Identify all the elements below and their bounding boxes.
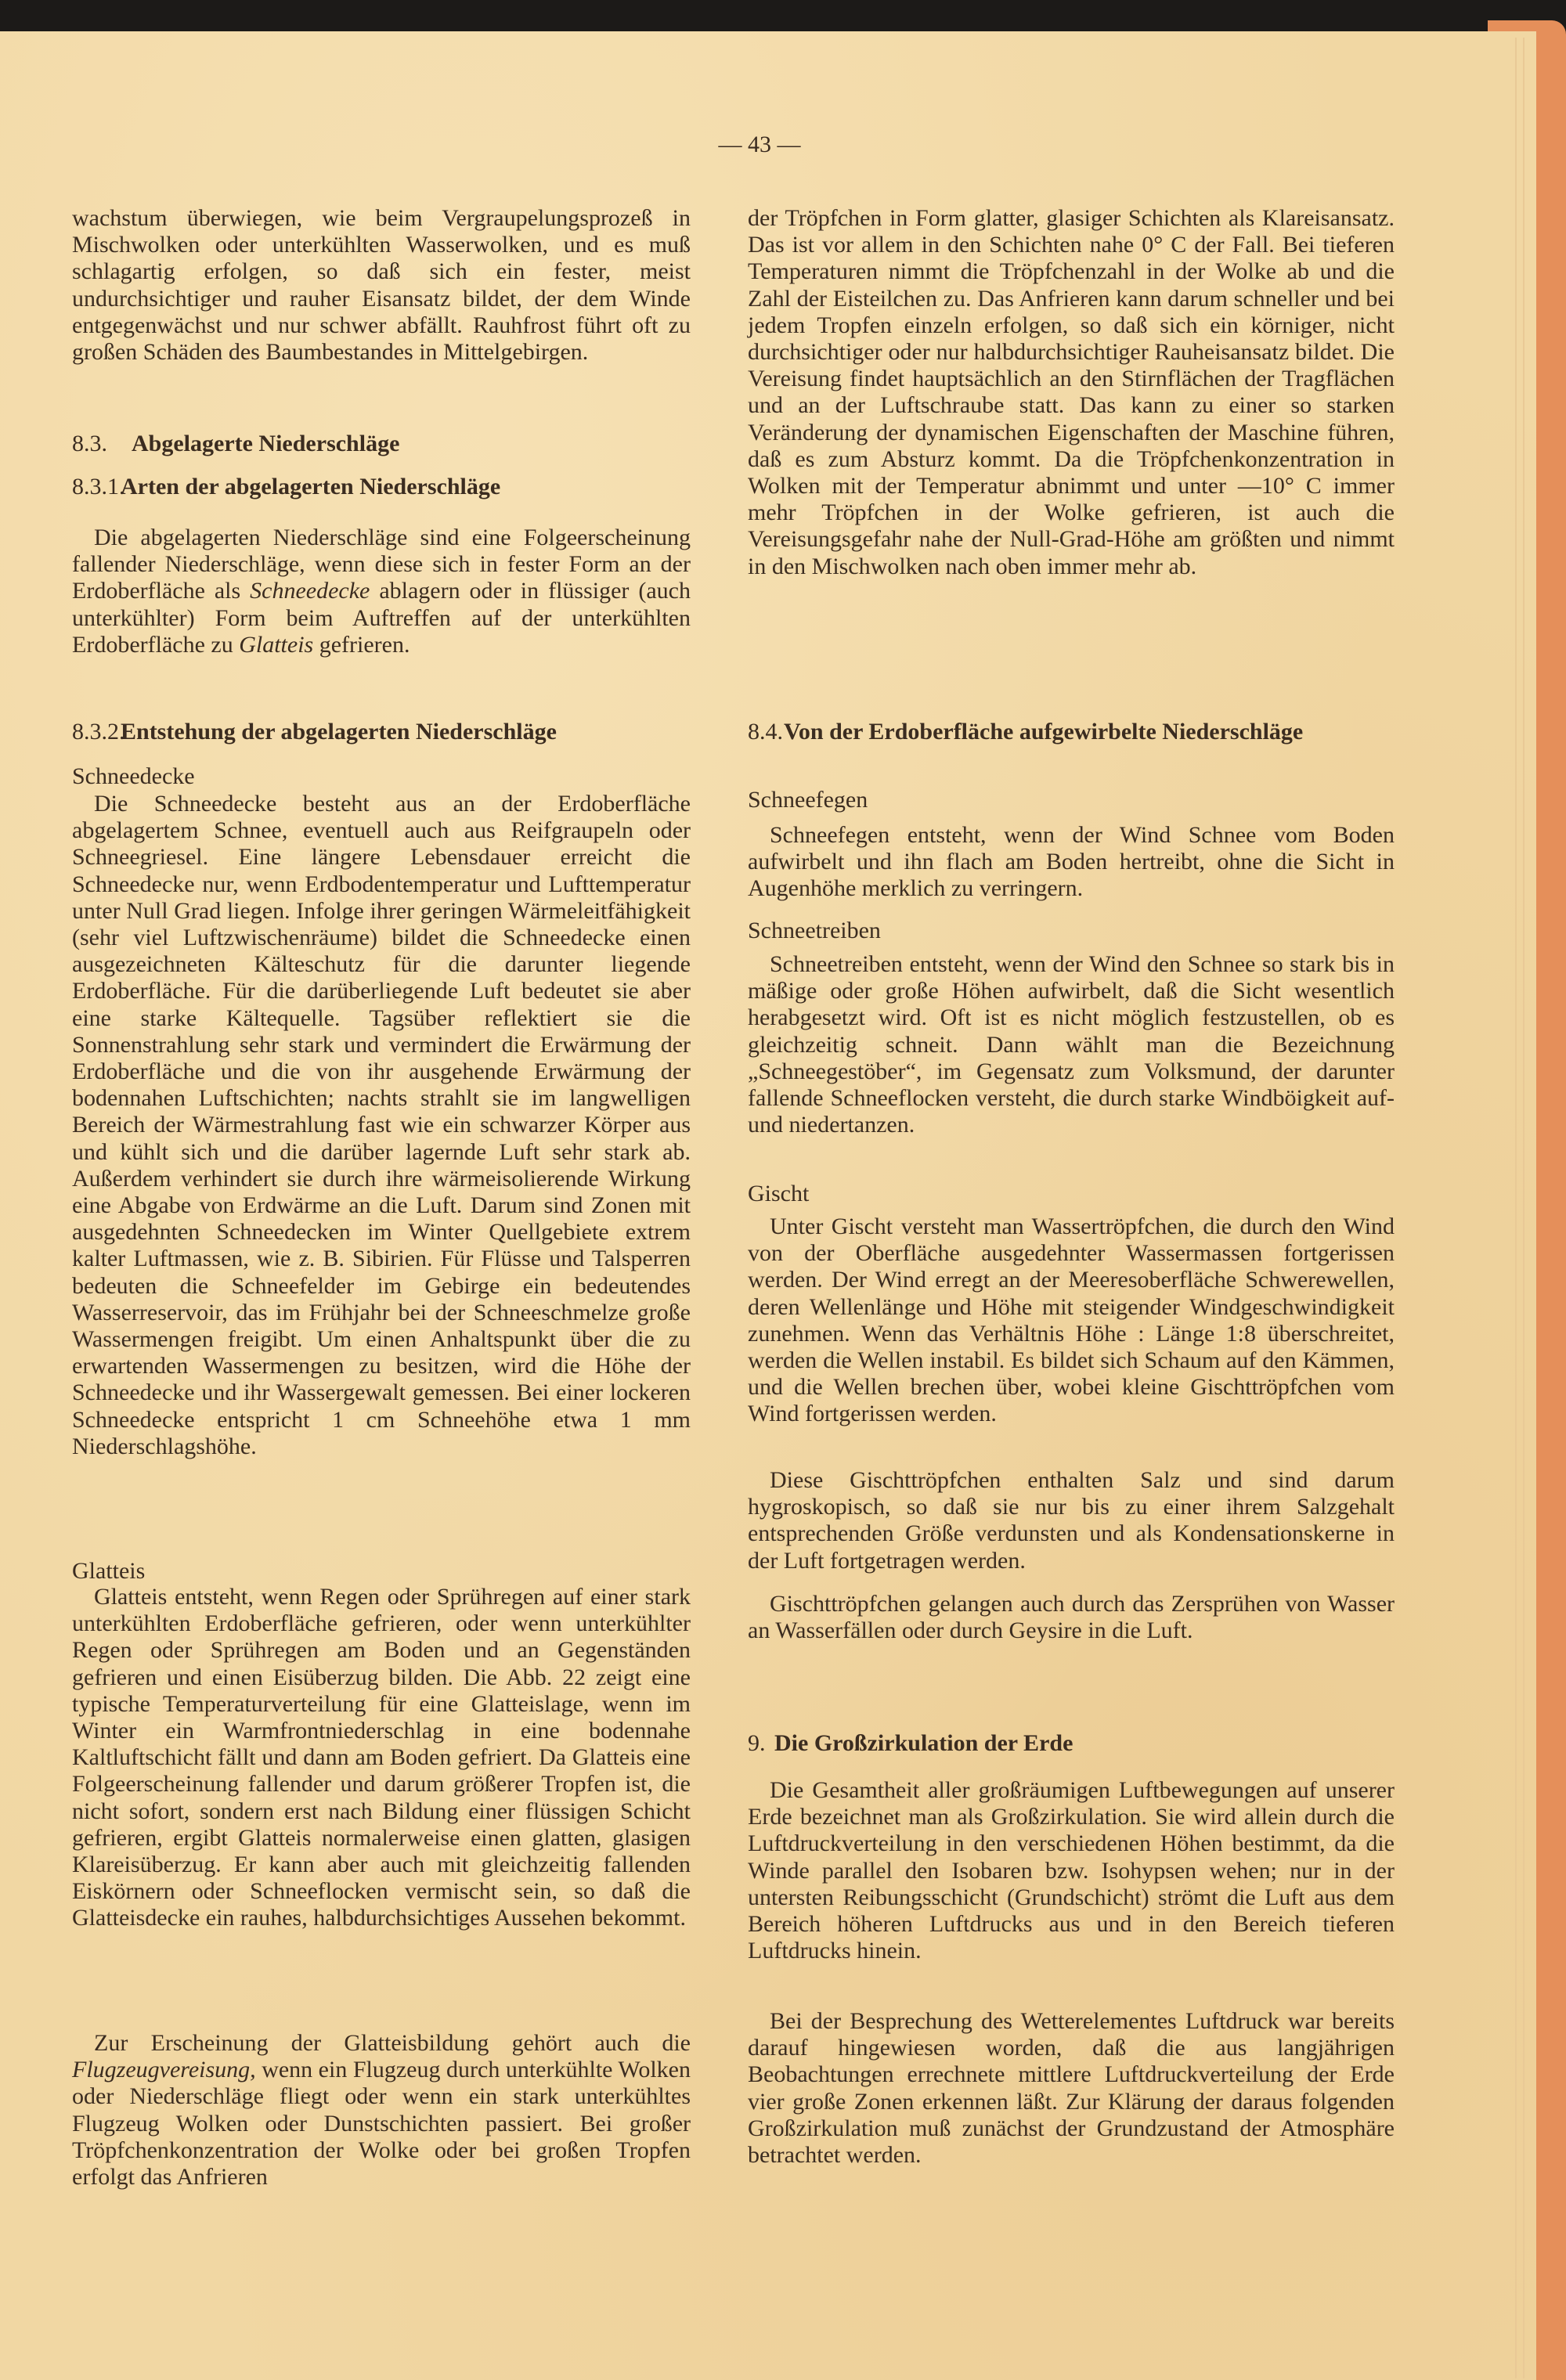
paragraph	[72, 2030, 691, 2191]
section-number: 8.3.2.	[72, 719, 125, 745]
text: wenn ein Flugzeug durch unterkühlte Wolken oder Niederschläge fliegt oder wenn ein stark unterkühltes Flugzeug Wolken oder Dunstschichten passiert. Bei großer Tröpfchenkonzentration der Wolke oder bei großen Tropfen erfolgt das Anfrieren	[72, 2057, 691, 2191]
page-edge	[1523, 38, 1525, 2378]
section-heading-8-3-1	[72, 474, 691, 500]
section-heading-8-3	[72, 431, 691, 457]
emphasis: Schneedecke	[250, 578, 370, 604]
paragraph: Glatteis entsteht, wenn Regen oder Sprühregen auf einer stark unterkühlten Erdoberfläche gefrieren, oder wenn unterkühlter Regen oder Sprühregen am Boden und an Gegenständen gefrieren und einen Eisüberzug bilden. Die Abb. 22 zeigt eine typische Temperaturverteilung für eine Glatteislage, wenn im Winter ein Warmfrontniederschlag in eine bodennahe Kaltluftschicht fällt und dann am Boden gefriert. Da Glatteis eine Folgeerscheinung fallender und darum größerer Tropfen ist, die nicht sofort, sondern erst nach Bildung einer flüssigen Schicht gefrieren, ergibt Glatteis normalerweise einen glatten, glasigen Klareisüberzug. Er kann aber auch mit gleichzeitig fallenden Eiskörnern oder Schneeflocken vermischt sein, so daß die Glatteisdecke ein rauhes, halbdurchsichtiges Aussehen bekommt.	[72, 1584, 691, 1931]
emphasis: Flugzeugvereisung,	[72, 2057, 256, 2083]
paragraph: Diese Gischttröpfchen enthalten Salz und sind darum hygroskopisch, so daß sie nur bis zu einer ihrem Salzgehalt entsprechenden Größe verdunsten und als Kondensationskerne in der Luft fortgetragen werden.	[748, 1467, 1395, 1574]
subheading-glatteis: Glatteis	[72, 1558, 146, 1584]
section-title: Entstehung der abgelagerten Niederschläge	[121, 719, 557, 745]
paragraph: Gischttröpfchen gelangen auch durch das Zersprühen von Wasser an Wasserfällen oder durch Geysire in die Luft.	[748, 1591, 1395, 1644]
text: gefrieren.	[313, 631, 410, 658]
paragraph: Schneefegen entsteht, wenn der Wind Schnee vom Boden aufwirbelt und ihn flach am Boden hertreibt, ohne die Sicht in Augenhöhe merklich zu verringern.	[748, 822, 1395, 902]
paragraph: Die Schneedecke besteht aus an der Erdoberfläche abgelagertem Schnee, eventuell auch aus Reifgraupeln oder Schneegriesel. Eine längere Lebensdauer erreicht die Schneedecke nur, wenn Erdbodentemperatur und Lufttemperatur unter Null Grad liegen. Infolge ihrer geringen Wärmeleitfähigkeit (sehr viel Luftzwischenräume) bildet die Schneedecke einen ausgezeichneten Kälteschutz für die darunter liegende Erdoberfläche. Für die darüberliegende Luft bedeutet sie aber eine starke Kältequelle. Tagsüber reflektiert sie die Sonnenstrahlung sehr stark und vermindert die Erwärmung der Erdoberfläche und die von ihr ausgehende Erwärmung der bodennahen Luftschichten; nachts strahlt sie im langwelligen Bereich der Wärmestrahlung fast wie ein schwarzer Körper aus und kühlt sich und die darüber lagernde Luft sehr stark ab. Außerdem verhindert sie durch ihre wärmeisolierende Wirkung eine Abgabe von Erdwärme an die Luft. Darum sind Zonen mit ausgedehnten Schneedecken im Winter Quellgebiete extrem kalter Luftmassen, wie z. B. Sibirien. Für Flüsse und Talsperren bedeuten die Schneefelder im Gebirge ein bedeutendes Wasserreservoir, das im Frühjahr bei der Schneeschmelze große Wassermengen freigibt. Um einen Anhaltspunkt über die zu erwartenden Wassermengen zu besitzen, wird die Höhe der Schneedecke und ihr Wassergewalt gemessen. Bei einer lockeren Schneedecke entspricht 1 cm Schneehöhe etwa 1 mm Niederschlagshöhe.	[72, 791, 691, 1459]
text: Zur Erscheinung der Glatteisbildung gehört auch die	[94, 2030, 691, 2056]
section-number: 8.4.	[748, 719, 783, 745]
section-heading-8-4	[748, 719, 1395, 745]
text: ablagern oder in flüssiger (auch unterkühlter) Form beim Auftreffen auf der unterkühlten Erdoberfläche zu	[72, 578, 691, 658]
paragraph: Die Gesamtheit aller großräumigen Luftbewegungen auf unserer Erde bezeichnet man als Großzirkulation. Sie wird allein durch die Luftdruckverteilung in den verschiedenen Höhen bestimmt, da die Winde parallel den Isobaren bzw. Isohypsen wehen; nur in der untersten Reibungsschicht (Grundschicht) strömt die Luft aus dem Bereich höheren Luftdrucks aus und in den Bereich tieferen Luftdrucks hinein.	[748, 1777, 1395, 1964]
section-title: Abgelagerte Niederschläge	[132, 431, 400, 456]
section-number: 9.	[748, 1730, 766, 1756]
paragraph: Bei der Besprechung des Wetterelementes Luftdruck war bereits darauf hingewiesen worden, daß die aus langjährigen Beobachtungen errechnete mittlere Luftdruckverteilung der Erde vier große Zonen erkennen läßt. Zur Klärung der daraus folgenden Großzirkulation muß zunächst der Grundzustand der Atmosphäre betrachtet werden.	[748, 2008, 1395, 2169]
paragraph: Schneetreiben entsteht, wenn der Wind den Schnee so stark bis in mäßige oder große Höhen aufwirbelt, daß die Sicht wesentlich herabgesetzt wird. Oft ist es nicht möglich festzustellen, ob es gleichzeitig schneit. Dann wählt man die Bezeichnung „Schneegestöber“, im Gegensatz zum Volksmund, der darunter fallende Schneeflocken versteht, die durch starke Windböigkeit auf- und niedertanzen.	[748, 951, 1395, 1138]
text: Die abgelagerten Niederschläge sind eine Folgeerscheinung fallender Niederschläge, wenn diese sich in fester Form an der Erdoberfläche als	[72, 525, 691, 604]
paragraph: Unter Gischt versteht man Wassertröpfchen, die durch den Wind von der Oberfläche ausgedehnter Wassermassen fortgerissen werden. Der Wind erregt an der Meeresoberfläche Schwerewellen, deren Wellenlänge und Höhe mit steigender Windgeschwindigkeit zunehmen. Wenn das Verhältnis Höhe : Länge 1:8 überschreitet, werden die Wellen instabil. Es bildet sich Schaum auf den Kämmen, und die Wellen brechen über, wobei kleine Gischttröpfchen vom Wind fortgerissen werden.	[748, 1213, 1395, 1427]
subheading-schneetreiben: Schneetreiben	[748, 918, 881, 943]
section-title: Von der Erdoberfläche aufgewirbelte Niederschläge	[784, 719, 1304, 745]
section-heading-8-3-2	[72, 719, 691, 745]
page-number: — 43 —	[718, 132, 801, 157]
subheading-schneedecke: Schneedecke	[72, 763, 195, 789]
section-title: Arten der abgelagerten Niederschläge	[121, 474, 501, 499]
paragraph	[72, 525, 691, 658]
subheading-schneefegen: Schneefegen	[748, 787, 868, 813]
emphasis: Glatteis	[239, 631, 314, 658]
section-number: 8.3.1.	[72, 474, 125, 499]
section-title: Die Großzirkulation der Erde	[774, 1730, 1073, 1756]
subheading-gischt: Gischt	[748, 1181, 810, 1206]
paragraph: wachstum überwiegen, wie beim Vergraupelungsprozeß in Mischwolken oder unterkühlten Wasserwolken, und es muß schlagartig erfolgen, so daß sich ein fester, meist undurchsichtiger und rauher Eisansatz bildet, der dem Winde entgegenwächst und nur schwer abfällt. Rauhfrost führt oft zu großen Schäden des Baumbestandes in Mittelgebirgen.	[72, 205, 691, 366]
paragraph: der Tröpfchen in Form glatter, glasiger Schichten als Klareisansatz. Das ist vor allem in den Schichten nahe 0° C der Fall. Bei tieferen Temperaturen nimmt die Tröpfchenzahl in der Wolke ab und die Zahl der Eisteilchen zu. Das Anfrieren kann darum schneller und bei jedem Tropfen einzeln erfolgen, so daß sich ein körniger, nicht durchsichtiger oder nur halbdurchsichtiger Rauheisansatz bildet. Die Vereisung findet hauptsächlich an den Stirnflächen der Tragflächen und an der Luftschraube statt. Das kann zu einer so starken Veränderung der dynamischen Eigenschaften der Maschine führen, daß es zum Absturz kommt. Da die Tröpfchenkonzentration in Wolken mit der Temperatur abnimmt und unter —10° C immer mehr Tröpfchen in der Wolke gefrieren, ist auch die Vereisungsgefahr nahe der Null-Grad-Höhe am größten und nimmt in den Mischwolken nach oben immer mehr ab.	[748, 205, 1395, 579]
section-number: 8.3.	[72, 431, 107, 456]
page-edge	[1515, 38, 1517, 2378]
section-heading-9	[748, 1730, 1395, 1757]
